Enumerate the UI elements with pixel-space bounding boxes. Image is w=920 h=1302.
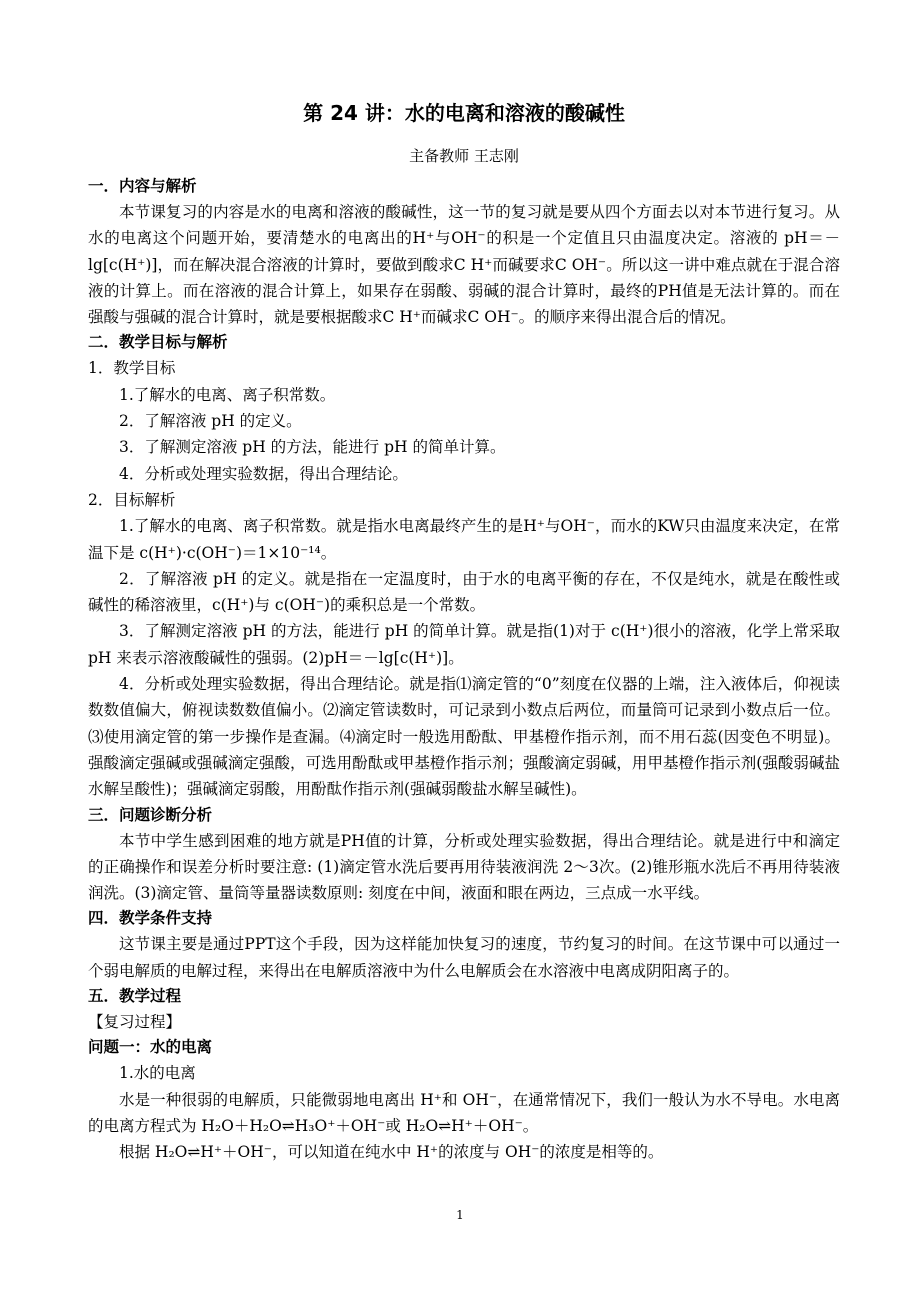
analysis-paragraph: 1.了解水的电离、离子积常数。就是指水电离最终产生的是H⁺与OH⁻，而水的KW只由温度来决定，在常温下是 c(H⁺)·c(OH⁻)＝1×10⁻¹⁴。 xyxy=(88,517,840,562)
section-heading-goals: 二．教学目标与解析 xyxy=(88,333,228,352)
section-heading-content: 一．内容与解析 xyxy=(88,177,197,195)
analysis-paragraph: 2．了解溶液 pH 的定义。就是指在一定温度时，由于水的电离平衡的存在，不仅是纯水，就是在酸性或碱性的稀溶液里，c(H⁺)与 c(OH⁻)的乘积总是一个常数。 xyxy=(88,569,840,615)
goal-item: 2．了解溶液 pH 的定义。 xyxy=(119,412,302,431)
goal-item: 1.了解水的电离、离子积常数。 xyxy=(119,385,336,404)
review-label: 【复习过程】 xyxy=(88,1013,182,1032)
subheading-goals: 1．教学目标 xyxy=(88,359,176,378)
question-heading: 问题一：水的电离 xyxy=(88,1038,213,1057)
process-paragraph: 水是一种很弱的电解质，只能微弱地电离出 H⁺和 OH⁻，在通常情况下，我们一般认为水不导电。水电离的电离方程式为 H₂O＋H₂O⇌H₃O⁺＋OH⁻或 H₂O⇌H⁺＋OH⁻。 xyxy=(88,1090,840,1135)
section-paragraph-conditions: 这节课主要是通过PPT这个手段，因为这样能加快复习的速度，节约复习的时间。在这节课中可以通过一个弱电解质的电解过程，来得出在电解质溶液中为什么电解质会在水溶液中电离成阴阳离子的。 xyxy=(88,935,840,980)
page-number: 1 xyxy=(456,1208,464,1222)
section-heading-diagnosis: 三．问题诊断分析 xyxy=(88,805,213,824)
page-title: 第 24 讲：水的电离和溶液的酸碱性 xyxy=(303,101,625,125)
process-paragraph: 根据 H₂O⇌H⁺＋OH⁻，可以知道在纯水中 H⁺的浓度与 OH⁻的浓度是相等的。 xyxy=(119,1143,664,1162)
section-paragraph-diagnosis: 本节中学生感到困难的地方就是PH值的计算，分析或处理实验数据，得出合理结论。就是进行中和滴定的正确操作和误差分析时要注意: (1)滴定管水洗后要再用待装液润洗 2～3次。(2)锥形瓶水洗后不再用待装液润洗。(3)滴定管、量筒等量器读数原则: 刻度在中间，液面和眼在两边，三点成一水平线。 xyxy=(88,831,840,903)
goal-item: 3．了解测定溶液 pH 的方法，能进行 pH 的简单计算。 xyxy=(119,438,506,457)
section-heading-conditions: 四．教学条件支持 xyxy=(88,909,213,928)
analysis-paragraph: 3．了解测定溶液 pH 的方法，能进行 pH 的简单计算。就是指(1)对于 c(H⁺)很小的溶液，化学上常采取 pH 来表示溶液酸碱性的强弱。(2)pH＝－lg[c(H⁺)]。 xyxy=(88,622,840,667)
section-heading-process: 五．教学过程 xyxy=(88,987,182,1006)
subheading-analysis: 2．目标解析 xyxy=(88,490,176,509)
author-line: 主备教师 王志刚 xyxy=(409,147,519,165)
document-page xyxy=(88,96,840,1166)
analysis-paragraph: 4．分析或处理实验数据，得出合理结论。就是指⑴滴定管的“0”刻度在仪器的上端，注入液体后，仰视读数数值偏大，俯视读数数值偏小。⑵滴定管读数时，可记录到小数点后两位，而量筒可记录到小数点后一位。⑶使用滴定管的第一步操作是查漏。⑷滴定时一般选用酚酞、甲基橙作指示剂，而不用石蕊(因变色不明显)。强酸滴定强碱或强碱滴定强酸，可选用酚酞或甲基橙作指示剂；强酸滴定弱碱，用甲基橙作指示剂(强酸弱碱盐水解呈酸性)；强碱滴定弱酸，用酚酞作指示剂(强碱弱酸盐水解呈碱性)。 xyxy=(88,675,840,799)
subheading-water-ionization: 1.水的电离 xyxy=(119,1064,196,1083)
section-paragraph-content: 本节课复习的内容是水的电离和溶液的酸碱性，这一节的复习就是要从四个方面去以对本节进行复习。从水的电离这个问题开始，要清楚水的电离出的H⁺与OH⁻的积是一个定值且只由温度决定。溶液的 pH＝－lg[c(H⁺)]，而在解决混合溶液的计算时，要做到酸求C H⁺而碱要求C OH⁻。所以这一讲中难点就在于混合溶液的计算上。而在溶液的混合计算上，如果存在弱酸、弱碱的混合计算时，最终的PH值是无法计算的。而在强酸与强碱的混合计算时，就是要根据酸求C H⁺而碱求C OH⁻。的顺序来得出混合后的情况。 xyxy=(88,203,840,327)
goal-item: 4．分析或处理实验数据，得出合理结论。 xyxy=(119,464,408,483)
